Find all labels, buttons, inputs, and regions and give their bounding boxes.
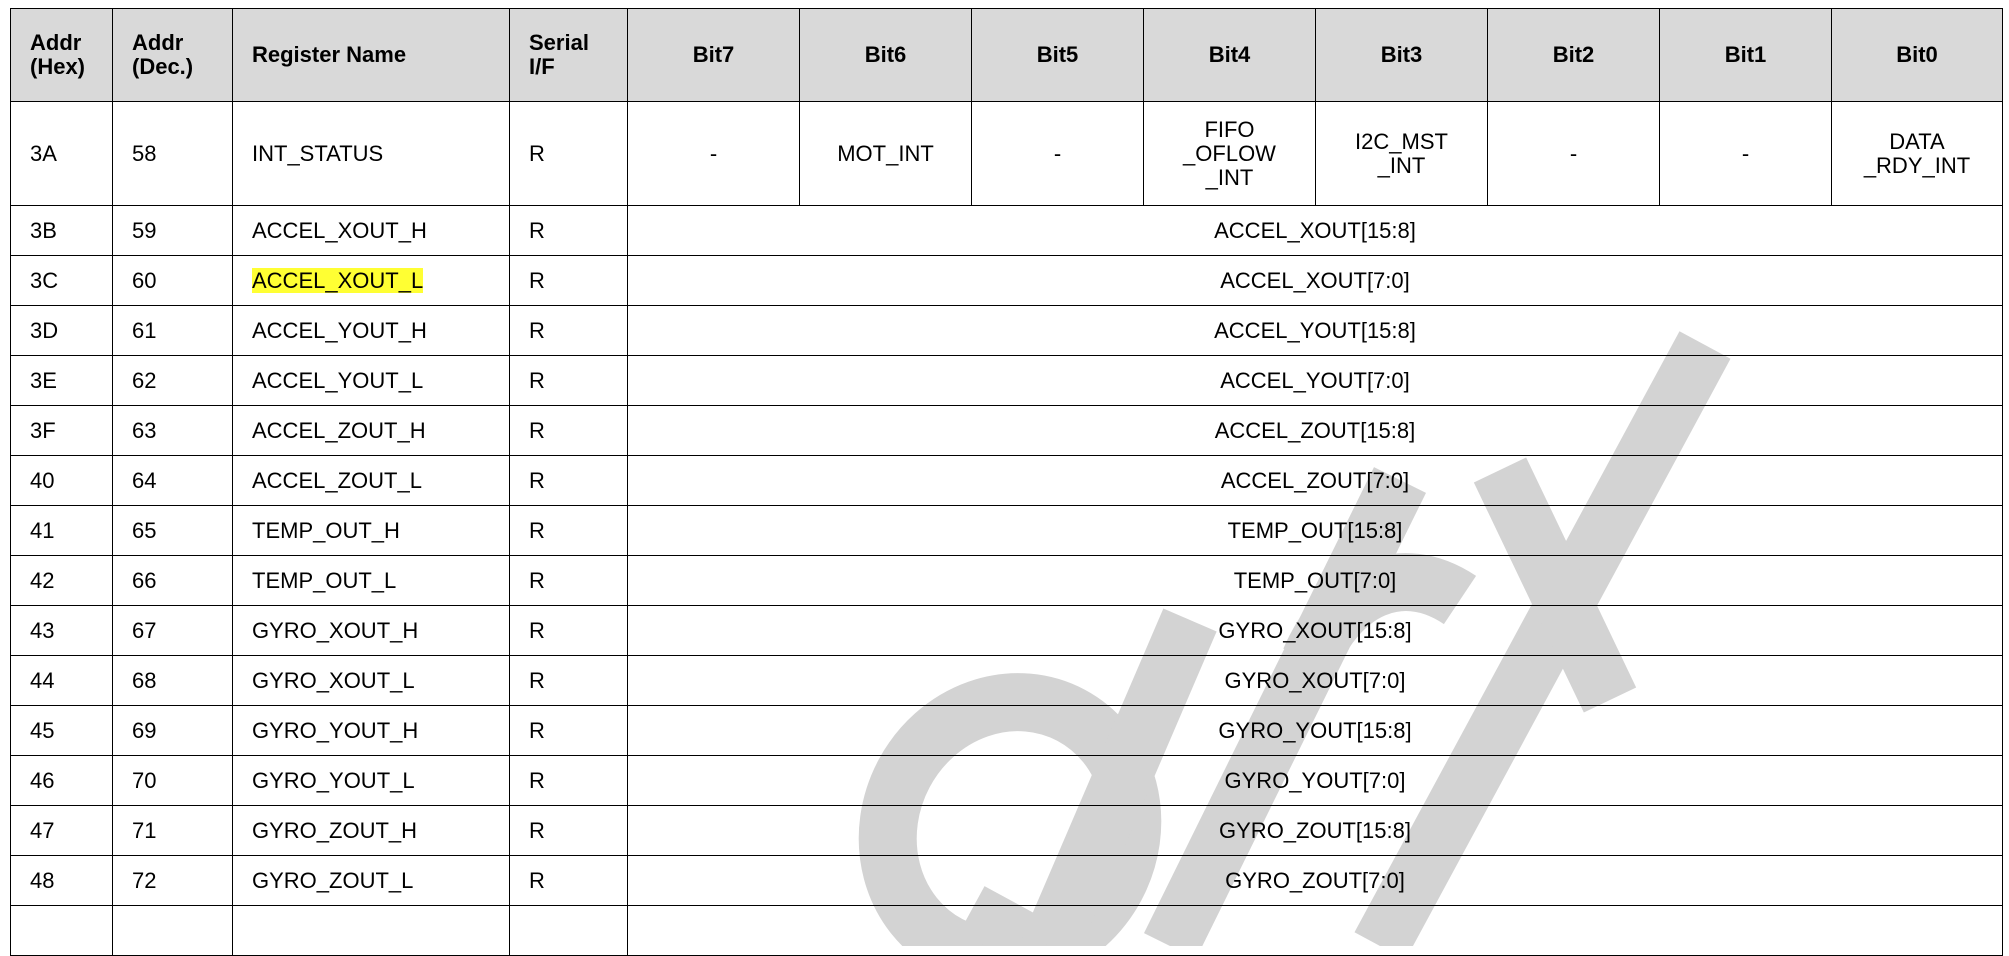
addr-dec-cell: 71 xyxy=(113,806,233,856)
bit3-header: Bit3 xyxy=(1316,9,1488,102)
header-row xyxy=(11,9,2003,102)
bit3-cell: I2C_MST _INT xyxy=(1316,102,1488,206)
addr-dec-cell: 63 xyxy=(113,406,233,456)
bits-span-cell: ACCEL_ZOUT[15:8] xyxy=(628,406,2003,456)
serial-if-cell: R xyxy=(510,706,628,756)
table-row xyxy=(11,806,2003,856)
bit5-header: Bit5 xyxy=(972,9,1144,102)
register-name-cell: ACCEL_ZOUT_L xyxy=(233,456,510,506)
addr-hex-cell: 47 xyxy=(11,806,113,856)
addr-dec-cell: 59 xyxy=(113,206,233,256)
serial-if-cell: R xyxy=(510,306,628,356)
register-name-cell: ACCEL_XOUT_H xyxy=(233,206,510,256)
serial-if-cell: R xyxy=(510,606,628,656)
bits-span-cell: GYRO_YOUT[15:8] xyxy=(628,706,2003,756)
table-row-cut-off xyxy=(11,906,2003,956)
addr-hex-cell: 3A xyxy=(11,102,113,206)
table-row xyxy=(11,456,2003,506)
table-row-int-status xyxy=(11,102,2003,206)
bits-span-cell: GYRO_ZOUT[15:8] xyxy=(628,806,2003,856)
register-name-header: Register Name xyxy=(233,9,510,102)
addr-dec-cell: 62 xyxy=(113,356,233,406)
addr-hex-cell: 45 xyxy=(11,706,113,756)
bit2-cell: - xyxy=(1488,102,1660,206)
register-name-cell xyxy=(233,256,510,306)
bit0-header: Bit0 xyxy=(1832,9,2003,102)
register-map-table xyxy=(10,8,2003,956)
serial-if-cell: R xyxy=(510,656,628,706)
table-row xyxy=(11,706,2003,756)
serial-if-cell: R xyxy=(510,506,628,556)
register-name-cell: GYRO_ZOUT_H xyxy=(233,806,510,856)
bit2-header: Bit2 xyxy=(1488,9,1660,102)
addr-hex-cell: 3D xyxy=(11,306,113,356)
serial-if-header: Serial I/F xyxy=(510,9,628,102)
addr-dec-cell: 58 xyxy=(113,102,233,206)
serial-if-cell: R xyxy=(510,256,628,306)
register-name-cell: ACCEL_YOUT_L xyxy=(233,356,510,406)
bits-span-cell: GYRO_XOUT[15:8] xyxy=(628,606,2003,656)
addr-dec-cell: 64 xyxy=(113,456,233,506)
bit6-header: Bit6 xyxy=(800,9,972,102)
bits-span-cell: ACCEL_XOUT[7:0] xyxy=(628,256,2003,306)
addr-hex-cell: 41 xyxy=(11,506,113,556)
table-row xyxy=(11,756,2003,806)
addr-hex-cell: 44 xyxy=(11,656,113,706)
bits-span-cell: TEMP_OUT[15:8] xyxy=(628,506,2003,556)
register-name-cell: GYRO_YOUT_L xyxy=(233,756,510,806)
addr-dec-cell: 72 xyxy=(113,856,233,906)
serial-if-cell: R xyxy=(510,756,628,806)
addr-dec-cell: 69 xyxy=(113,706,233,756)
highlighted-register-name: ACCEL_XOUT_L xyxy=(252,268,424,293)
bits-span-cell: ACCEL_YOUT[7:0] xyxy=(628,356,2003,406)
register-rows xyxy=(11,102,2003,956)
addr-dec-cell: 61 xyxy=(113,306,233,356)
register-name-cell: GYRO_XOUT_H xyxy=(233,606,510,656)
table-row xyxy=(11,556,2003,606)
register-name-cell: GYRO_ZOUT_L xyxy=(233,856,510,906)
empty-cell xyxy=(11,906,113,956)
addr-hex-cell: 46 xyxy=(11,756,113,806)
serial-if-cell: R xyxy=(510,356,628,406)
addr-hex-cell: 3F xyxy=(11,406,113,456)
empty-cell xyxy=(510,906,628,956)
bit6-cell: MOT_INT xyxy=(800,102,972,206)
table-row xyxy=(11,406,2003,456)
addr-dec-cell: 60 xyxy=(113,256,233,306)
bits-span-cell: ACCEL_XOUT[15:8] xyxy=(628,206,2003,256)
bits-span-cell: TEMP_OUT[7:0] xyxy=(628,556,2003,606)
serial-if-cell: R xyxy=(510,406,628,456)
register-name-cell: TEMP_OUT_H xyxy=(233,506,510,556)
serial-if-cell: R xyxy=(510,102,628,206)
table-row xyxy=(11,356,2003,406)
bit7-header: Bit7 xyxy=(628,9,800,102)
addr-hex-cell: 3C xyxy=(11,256,113,306)
register-name-cell: TEMP_OUT_L xyxy=(233,556,510,606)
bits-span-cell: GYRO_XOUT[7:0] xyxy=(628,656,2003,706)
serial-if-cell: R xyxy=(510,206,628,256)
addr-hex-cell: 40 xyxy=(11,456,113,506)
bit5-cell: - xyxy=(972,102,1144,206)
bit0-cell: DATA _RDY_INT xyxy=(1832,102,2003,206)
bits-span-cell: GYRO_ZOUT[7:0] xyxy=(628,856,2003,906)
table-row xyxy=(11,306,2003,356)
bits-span-cell: GYRO_YOUT[7:0] xyxy=(628,756,2003,806)
addr-dec-cell: 68 xyxy=(113,656,233,706)
register-name-cell: GYRO_XOUT_L xyxy=(233,656,510,706)
table-row xyxy=(11,856,2003,906)
addr-dec-cell: 67 xyxy=(113,606,233,656)
register-name-cell: INT_STATUS xyxy=(233,102,510,206)
empty-cell xyxy=(628,906,2003,956)
empty-cell xyxy=(113,906,233,956)
addr-dec-cell: 70 xyxy=(113,756,233,806)
serial-if-cell: R xyxy=(510,856,628,906)
bit1-header: Bit1 xyxy=(1660,9,1832,102)
bit4-cell: FIFO _OFLOW _INT xyxy=(1144,102,1316,206)
bits-span-cell: ACCEL_ZOUT[7:0] xyxy=(628,456,2003,506)
table-row xyxy=(11,606,2003,656)
table-row xyxy=(11,656,2003,706)
addr-hex-cell: 3E xyxy=(11,356,113,406)
register-name-cell: ACCEL_YOUT_H xyxy=(233,306,510,356)
addr-hex-cell: 48 xyxy=(11,856,113,906)
addr-dec-cell: 65 xyxy=(113,506,233,556)
serial-if-cell: R xyxy=(510,456,628,506)
bit1-cell: - xyxy=(1660,102,1832,206)
empty-cell xyxy=(233,906,510,956)
table-row xyxy=(11,206,2003,256)
addr-hex-header: Addr (Hex) xyxy=(11,9,113,102)
register-name-cell: GYRO_YOUT_H xyxy=(233,706,510,756)
serial-if-cell: R xyxy=(510,806,628,856)
addr-hex-cell: 42 xyxy=(11,556,113,606)
serial-if-cell: R xyxy=(510,556,628,606)
addr-hex-cell: 3B xyxy=(11,206,113,256)
bits-span-cell: ACCEL_YOUT[15:8] xyxy=(628,306,2003,356)
table-row xyxy=(11,506,2003,556)
register-name-cell: ACCEL_ZOUT_H xyxy=(233,406,510,456)
addr-dec-cell: 66 xyxy=(113,556,233,606)
addr-dec-header: Addr (Dec.) xyxy=(113,9,233,102)
addr-hex-cell: 43 xyxy=(11,606,113,656)
bit4-header: Bit4 xyxy=(1144,9,1316,102)
table-row xyxy=(11,256,2003,306)
bit7-cell: - xyxy=(628,102,800,206)
